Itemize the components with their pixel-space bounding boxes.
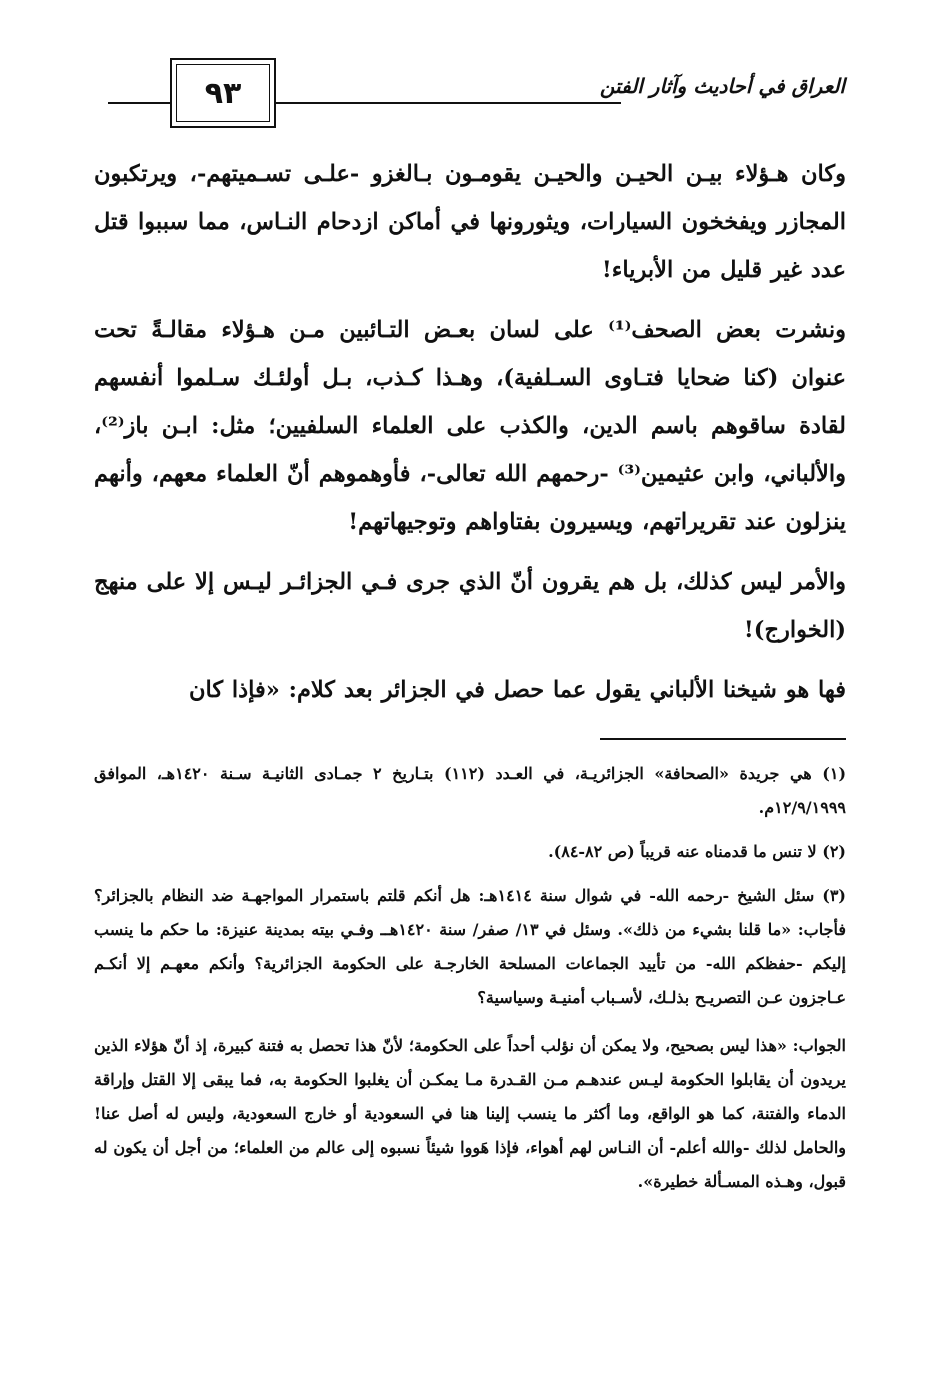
paragraph-3: والأمر ليس كذلك، بل هم يقرون أنّ الذي جرى فـي الجزائـر ليـس إلا على منهج (الخوارج)! [94, 569, 846, 643]
paragraph-2: ونشرت بعض الصحف⁽¹⁾ على لسان بعـض التـائبين مـن هـؤلاء مقالـةً تحت عنوان (كنا ضحايا فتـاوى السـلفية)، وهـذا كـذب، بـل أولئـك سـلموا أنفسهم لقادة ساقوهم باسم الدين، والكذب على العلماء السلفيين؛ مثل: ابـن باز⁽²⁾، والألباني، وابن عثيمين⁽³⁾ -رحمهم الله تعالى-، فأوهموهم أنّ العلماء معهم، وأنهم ينزلون عند تقريراتهم، ويسيرون بفتاواهم وتوجيهاتهم! [94, 317, 847, 535]
footnote-separator [600, 738, 846, 740]
footnotes [94, 757, 846, 1199]
page-header [108, 58, 845, 128]
paragraph-4: فها هو شيخنا الألباني يقول عما حصل في الجزائر بعد كلام: «فإذا كان [188, 677, 846, 703]
footnote-3: (٣) سئل الشيخ -رحمه الله- في شوال سنة ١٤١٤هـ: هل أنكم قلتم باستمرار المواجهـة ضد النظام بالجزائر؟ فأجاب: «ما قلنا بشيء من ذلك». وسئل في ١٣/ صفر/ سنة ١٤٢٠هــ وفـي بيته بمدينة عنيزة: ما حكم ما ينسب إليكم -حفظكم الله- من تأييد الجماعات المسلحة الخارجـة على الحكومة الجزائرية؟ وأنكم معهـم إلا أنكـم عـاجزون عـن التصريـح بذلـك، لأسـباب أمنيـة وسياسية؟ [94, 886, 847, 1007]
header-rule-left [108, 102, 170, 104]
running-title: العراق في أحاديث وآثار الفتن [599, 74, 845, 98]
page-number: ٩٣ [176, 64, 270, 122]
main-text [94, 150, 846, 714]
paragraph-1: وكان هـؤلاء بيـن الحيـن والحيـن يقومـون بـالغزو -علـى تسـميتهم-، ويرتكبون المجازر ويفخخون السيارات، ويثورونها في أماكن ازدحام النـاس، مما سببوا قتل عدد غير قليل من الأبرياء! [94, 161, 846, 283]
header-rule-right [276, 102, 621, 104]
footnote-3-answer: الجواب: «هذا ليس بصحيح، ولا يمكن أن نؤلب أحداً على الحكومة؛ لأنّ هذا تحصل به فتنة كبيرة، إذ أنّ هؤلاء الذين يريدون أن يقابلوا الحكومة ليـس عندهـم مـن القـدرة مـا يمكـن أن يغلبوا الحكومة به، فما يبقى إلا القتل وإراقة الدماء والفتنة، كما هو الواقع، وما أكثر ما ينسب إلينا هنا في السعودية أو خارج السعودية، وليس له أصل عنا! والحامل لذلك -والله أعلم- أن النـاس لهم أهواء، فإذا هَووا شيئاً نسبوه إلى عالم من العلماء؛ من أجل أن يكون له قبول، وهـذه المسـألة خطيرة». [94, 1036, 846, 1191]
footnote-2: (٢) لا تنس ما قدمناه عنه قريباً (ص ٨٢-٨٤). [548, 842, 846, 861]
footnote-1: (١) هي جريدة «الصحافة» الجزائريـة، في العـدد (١١٢) بتـاريخ ٢ جمـادى الثانيـة سـنة ١٤٢٠هـ، الموافق ١٢/٩/١٩٩٩م. [94, 764, 847, 817]
page-number-box [170, 58, 276, 128]
